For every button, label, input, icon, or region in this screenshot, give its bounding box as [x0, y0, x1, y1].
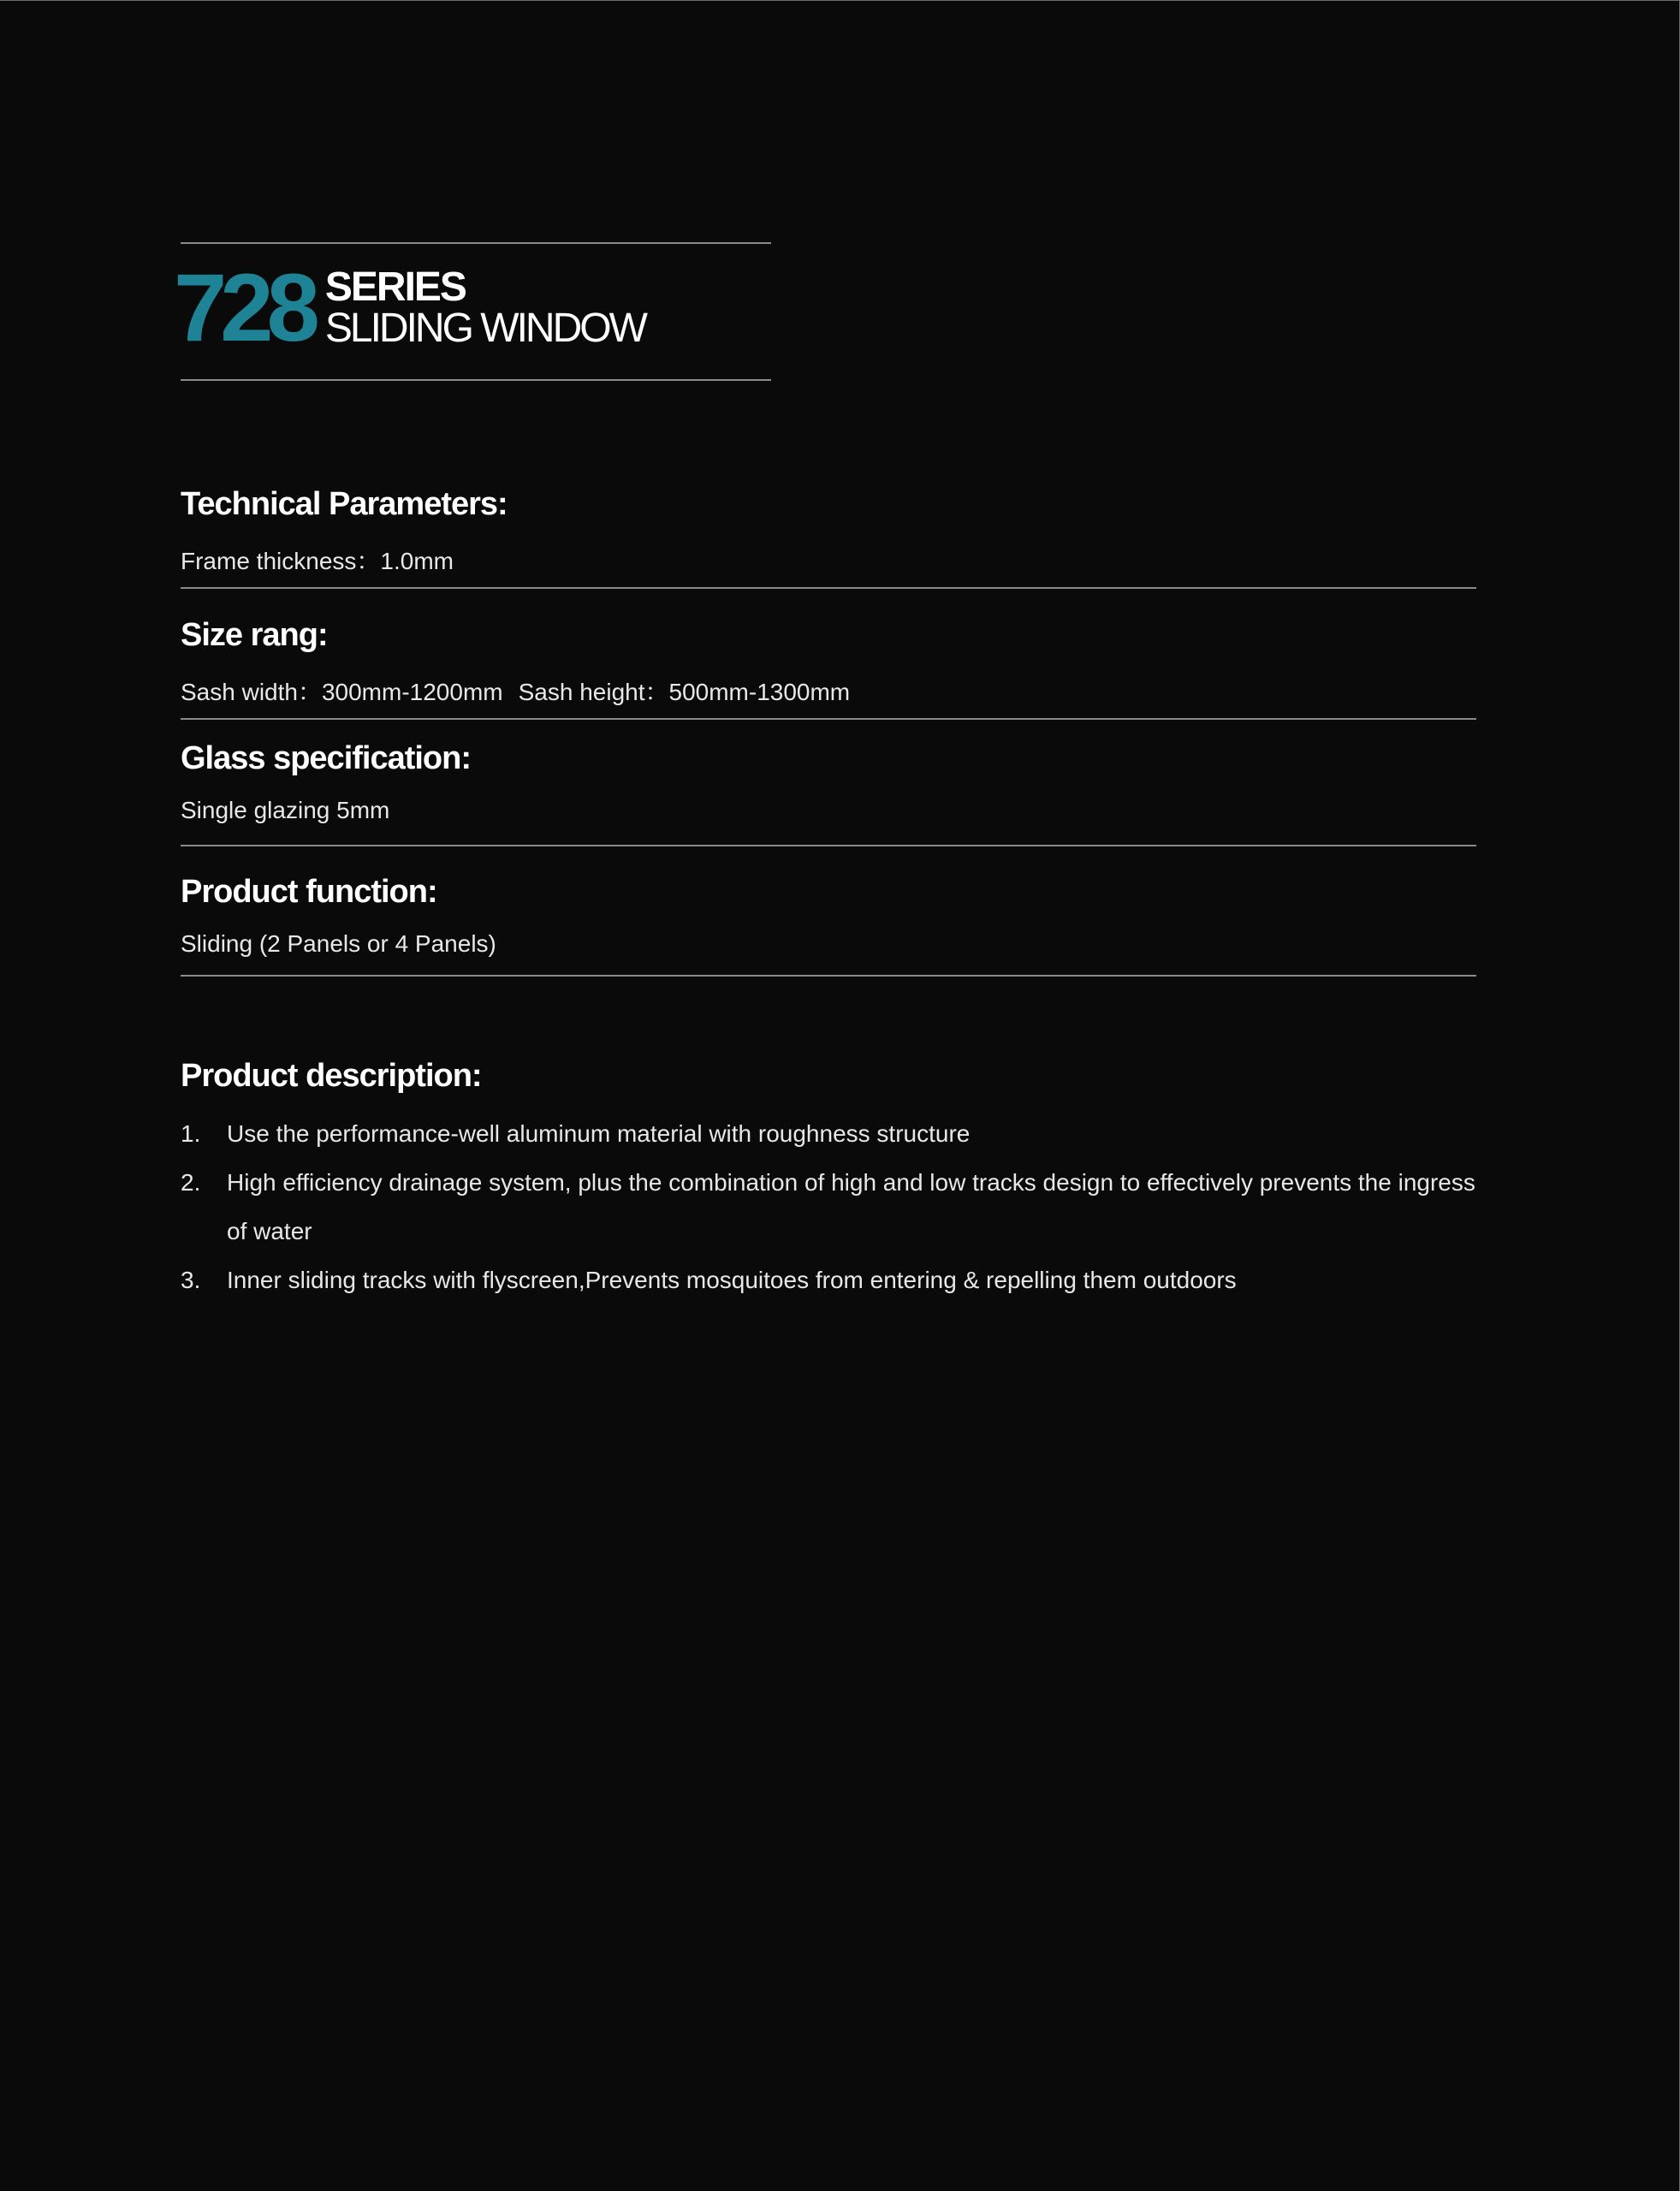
description-item-number: 1. [181, 1120, 201, 1147]
sash-height-value: 500mm-1300mm [668, 679, 851, 705]
frame-thickness-value: 1.0mm [380, 548, 454, 574]
function-heading: Product function: [181, 874, 437, 910]
frame-thickness-label: Frame thickness： [181, 548, 381, 574]
description-item-number: 3. [181, 1267, 201, 1293]
title-block [174, 254, 645, 361]
series-number: 728 [174, 254, 313, 361]
description-list [181, 1109, 1481, 1304]
product-name: SLIDING WINDOW [324, 306, 645, 351]
glass-text: Single glazing 5mm [181, 797, 390, 823]
description-item [181, 1158, 1481, 1256]
title-bottom-rule [181, 379, 771, 381]
function-text: Sliding (2 Panels or 4 Panels) [181, 930, 496, 957]
title-top-rule [181, 242, 771, 244]
sash-width-label: Sash width： [181, 679, 322, 705]
page-top-border [0, 0, 1680, 1]
series-label: SERIES [324, 264, 466, 310]
technical-rule [181, 587, 1476, 589]
frame-thickness-text [181, 543, 454, 577]
description-item-text: High efficiency drainage system, plus the combination of high and low tracks design to effectively prevents the ingress of water [227, 1169, 1475, 1244]
size-heading: Size rang: [181, 617, 328, 653]
description-item [181, 1256, 1481, 1304]
description-item-text: Use the performance-well aluminum material with roughness structure [227, 1120, 971, 1147]
size-rule [181, 718, 1476, 720]
series-text [324, 264, 645, 351]
size-text [181, 674, 850, 708]
description-item-number: 2. [181, 1169, 201, 1196]
sash-width-value: 300mm-1200mm [321, 679, 503, 705]
description-item [181, 1109, 1481, 1158]
glass-rule [181, 845, 1476, 846]
sash-height-label: Sash height： [518, 679, 669, 705]
description-item-text: Inner sliding tracks with flyscreen,Prevents mosquitoes from entering & repelling them outdoors [227, 1267, 1237, 1293]
glass-heading: Glass specification: [181, 740, 472, 776]
description-heading: Product description: [181, 1058, 482, 1094]
function-rule [181, 975, 1476, 977]
technical-heading: Technical Parameters: [181, 486, 508, 522]
